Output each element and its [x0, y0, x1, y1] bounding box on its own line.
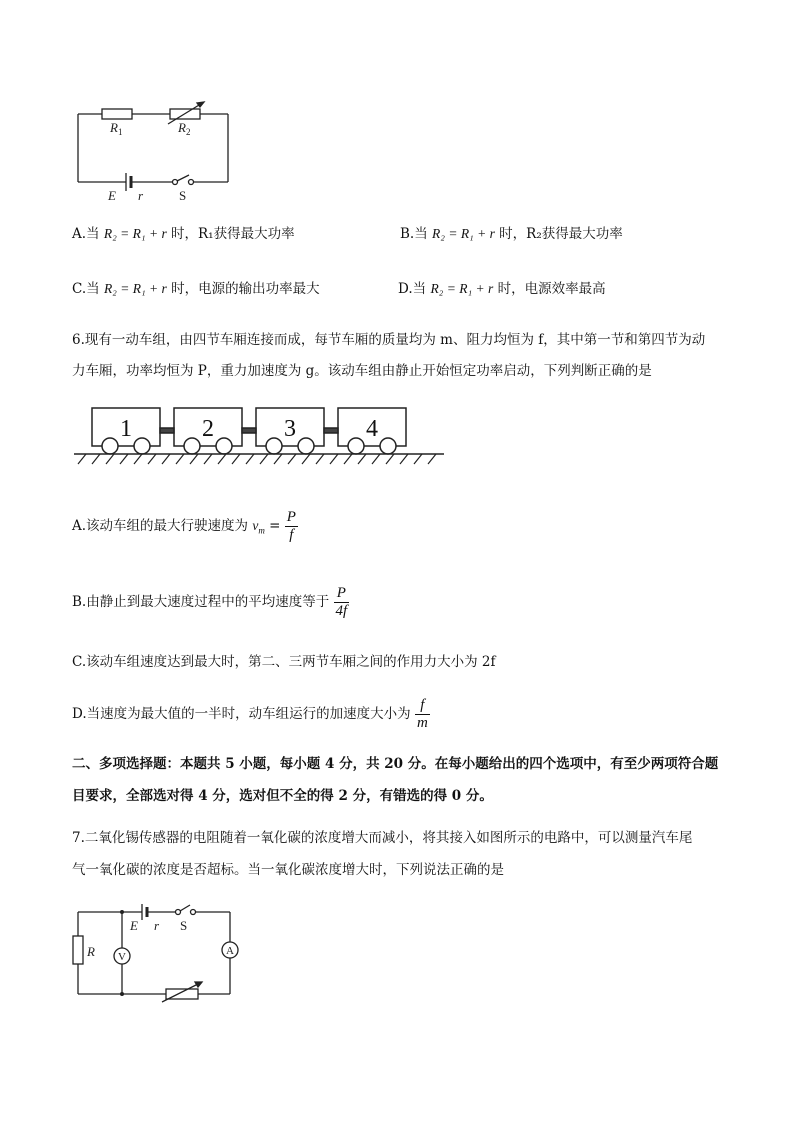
switch-label: S [180, 918, 188, 933]
voltmeter-icon: V [118, 951, 126, 963]
q6-option-b[interactable]: B.由静止到最大速度过程中的平均速度等于 $\frac{P}{4f}$ [72, 585, 348, 619]
car-number-2: 2 [202, 416, 214, 442]
q6-option-a[interactable]: A.该动车组的最大行驶速度为 $v_m$ = $\frac{P}{f}$ [72, 509, 296, 543]
emf-label: E [108, 188, 116, 203]
circuit-diagram-1 [70, 96, 240, 206]
q5-option-c[interactable]: C.当 R₂ = R₁ + r 时，电源的输出功率最大 [72, 281, 320, 297]
car-number-4: 4 [366, 416, 378, 442]
section-2-heading-line-2: 目要求，全部选对得 4 分，选对但不全的得 2 分，有错选的得 0 分。 [72, 788, 493, 804]
r2-label: $R_2$ [178, 120, 191, 137]
ammeter-icon: A [226, 945, 234, 957]
switch-label: S [179, 188, 187, 203]
train-diagram [72, 402, 452, 472]
section-2-heading-line-1: 二、多项选择题：本题共 5 小题，每小题 4 分，共 20 分。在每小题给出的四个选项中，有至少两项符合题 [72, 756, 719, 772]
car-number-3: 3 [284, 416, 296, 442]
q6-stem-line-1: 6.现有一动车组，由四节车厢连接而成，每节车厢的质量均为 m、阻力均恒为 f，其中第一节和第四节为动 [72, 332, 706, 348]
q5-option-b[interactable]: B.当 R₂ = R₁ + r 时，R₂获得最大功率 [400, 226, 623, 242]
fraction-p-over-4f: $\frac{P}{4f}$ [335, 585, 348, 619]
internal-resistance-label: r [138, 188, 144, 203]
r1-label: $R_1$ [110, 120, 123, 137]
q6-stem-line-2: 力车厢，功率均恒为 P，重力加速度为 g。该动车组由静止开始恒定功率启动，下列判断正确的是 [72, 363, 652, 379]
emf-label: E [130, 918, 138, 933]
q6-option-c[interactable]: C.该动车组速度达到最大时，第二、三两节车厢之间的作用力大小为 2f [72, 654, 496, 670]
q7-stem-line-1: 7.二氧化锡传感器的电阻随着一氧化碳的浓度增大而减小，将其接入如图所示的电路中，可以测量汽车尾 [72, 830, 693, 846]
q5-option-a[interactable]: A.当 R₂ = R₁ + r 时，R₁获得最大功率 [72, 226, 295, 242]
q6-option-d[interactable]: D.当速度为最大值的一半时，动车组运行的加速度大小为 $\frac{f}{m}$ [72, 697, 428, 731]
internal-resistance-label: r [154, 918, 160, 933]
q7-stem-line-2: 气一氧化碳的浓度是否超标。当一氧化碳浓度增大时，下列说法正确的是 [72, 862, 504, 878]
q5-option-d[interactable]: D.当 R₂ = R₁ + r 时，电源效率最高 [398, 281, 606, 297]
fraction-f-over-m: $\frac{f}{m}$ [416, 697, 428, 731]
resistor-label: R [87, 944, 95, 959]
circuit-diagram-2 [70, 900, 250, 1006]
fraction-p-over-f: $\frac{P}{f}$ [286, 509, 296, 543]
car-number-1: 1 [120, 416, 132, 442]
